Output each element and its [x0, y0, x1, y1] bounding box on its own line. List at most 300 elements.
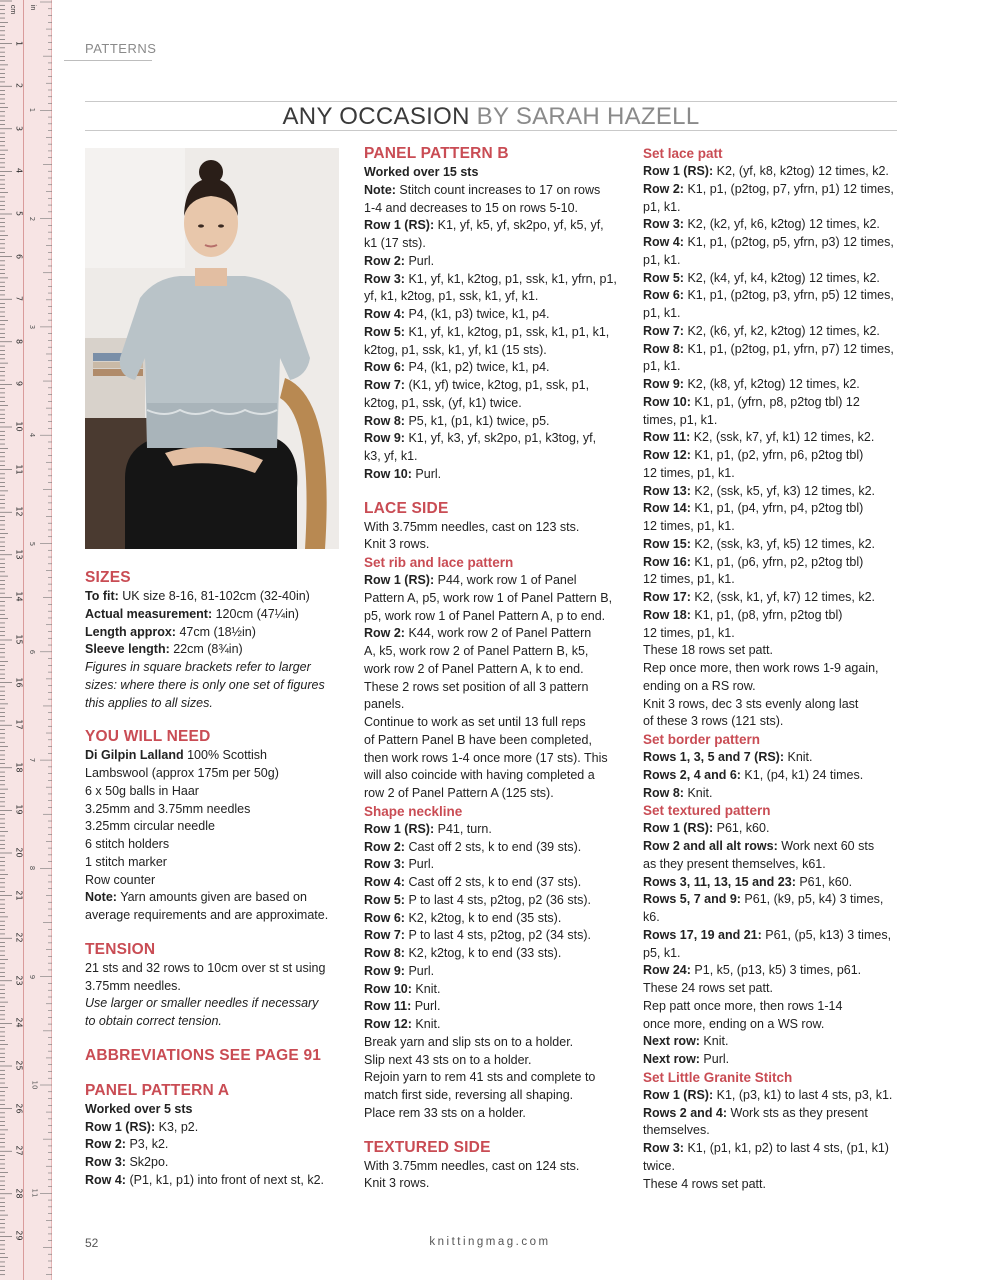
line-text: These 2 rows set position of all 3 pattern [364, 679, 589, 694]
pattern-line [85, 765, 347, 783]
line-text: K2, k2tog, k to end (35 sts). [404, 910, 562, 925]
pattern-line [643, 891, 905, 909]
line-text: themselves. [643, 1123, 710, 1138]
section-heading: Set lace patt [643, 146, 723, 161]
row-label: Row 8: [643, 341, 684, 356]
pattern-line [364, 1087, 626, 1105]
line-text: p5, k1. [643, 945, 681, 960]
line-text: K1, p1, (yfrn, p8, p2tog tbl) 12 [690, 394, 860, 409]
line-text: K2, (ssk, k1, yf, k7) 12 times, k2. [690, 590, 876, 604]
line-text: P to last 4 sts, p2tog, p2 (36 sts). [404, 892, 591, 907]
pattern-line [364, 696, 626, 714]
pattern-line [364, 927, 626, 945]
row-label: Row 2: [643, 181, 684, 196]
line-text: P61, k60. [795, 874, 853, 889]
line-text: Purl. [404, 857, 435, 872]
ruler-cm-number: 6 [14, 253, 24, 259]
line-text: ending on a RS row. [643, 678, 756, 693]
pattern-line [643, 749, 905, 767]
page-number: 52 [85, 1236, 99, 1250]
line-text: These 18 rows set patt. [643, 643, 773, 658]
section-tag-rule [64, 60, 152, 61]
row-label: Row 16: [643, 554, 691, 569]
ruler-cm-number: 29 [14, 1230, 24, 1241]
line-text: Worked over 15 sts [364, 165, 479, 179]
row-label: Row 10: [643, 394, 691, 409]
pattern-line [85, 960, 347, 978]
line-text: Use larger or smaller needles if necessary [85, 996, 319, 1011]
row-label: Rows 17, 19 and 21: [643, 927, 762, 942]
column-right [643, 145, 905, 1193]
column-left [85, 568, 347, 1190]
line-text: K44, work row 2 of Panel Pattern [404, 626, 592, 641]
pattern-line [364, 217, 626, 235]
row-label: Row 1 (RS): [643, 164, 714, 178]
pattern-line [643, 323, 905, 341]
pattern-line [643, 1016, 905, 1034]
line-text: K1, (p4, k1) 24 times. [740, 767, 864, 782]
section-heading: TENSION [85, 940, 156, 958]
line-text: K2, (k4, yf, k4, k2tog) 12 times, k2. [683, 270, 880, 285]
ruler-inch-number: 10 [30, 1080, 39, 1090]
pattern-line [364, 643, 626, 661]
pattern-line [643, 1140, 905, 1158]
pattern-line [364, 342, 626, 360]
pattern-line [364, 288, 626, 306]
line-text: Work sts as they present [727, 1105, 868, 1120]
line-text: K1, p1, (p4, yfrn, p4, p2tog tbl) [690, 501, 864, 516]
pattern-line [643, 589, 905, 607]
pattern-line [364, 732, 626, 750]
pattern-line [364, 963, 626, 981]
line-text: K2, (k8, yf, k2tog) 12 times, k2. [683, 377, 860, 391]
pattern-line [85, 836, 347, 854]
pattern-line [643, 909, 905, 927]
pattern-line [364, 981, 626, 999]
row-label: Note: [364, 182, 396, 197]
pattern-line [643, 376, 905, 394]
pattern-line [364, 714, 626, 732]
row-label: Length approx: [85, 624, 176, 639]
line-text: p1, k1. [643, 252, 681, 267]
ruler-cm-number: 22 [14, 932, 24, 943]
line-text: 6 x 50g balls in Haar [85, 783, 199, 798]
pattern-line [364, 324, 626, 342]
pattern-line [85, 1119, 347, 1137]
row-label: Row 4: [643, 235, 684, 249]
line-text: Rep once more, then work rows 1-9 again, [643, 661, 879, 675]
pattern-line [364, 306, 626, 324]
row-label: Rows 2, 4 and 6: [643, 767, 741, 782]
row-label: Rows 5, 7 and 9: [643, 892, 741, 907]
pattern-line [85, 747, 347, 765]
pattern-line [643, 1105, 905, 1123]
ruler-cm-number: 14 [14, 591, 24, 602]
pattern-line [364, 572, 626, 590]
ruler-cm-number: 9 [14, 381, 24, 387]
ruler-cm-number: 17 [14, 719, 24, 730]
line-text: 6 stitch holders [85, 837, 170, 851]
row-label: Row 5: [643, 270, 684, 285]
line-text: Yarn amounts given are based on [116, 890, 307, 905]
ruler-cm-number: 21 [14, 890, 24, 901]
line-text: 12 times, p1, k1. [643, 625, 735, 640]
ruler-ticks [0, 0, 52, 1280]
line-text: Purl. [699, 1052, 730, 1066]
line-text: Knit 3 rows. [364, 537, 430, 552]
line-text: 100% Scottish [183, 748, 268, 763]
line-text: K2, (k6, yf, k2, k2tog) 12 times, k2. [683, 323, 880, 338]
ruler-inch-number: 6 [28, 649, 37, 655]
pattern-line [85, 889, 347, 907]
pattern-line [643, 270, 905, 288]
row-label: Row 12: [643, 448, 691, 462]
spacer [85, 712, 347, 727]
line-text: this applies to all sizes. [85, 695, 213, 710]
line-text: to obtain correct tension. [85, 1014, 222, 1028]
line-text: match first side, reversing all shaping. [364, 1088, 574, 1102]
ruler-inch-number: 3 [28, 324, 37, 330]
pattern-line [364, 1069, 626, 1087]
pattern-line [85, 783, 347, 801]
ruler-cm-number: 25 [14, 1060, 24, 1071]
pattern-line [643, 660, 905, 678]
pattern-line [643, 1033, 905, 1051]
title-rule-bottom [85, 130, 897, 131]
row-label: Row 2: [364, 839, 405, 854]
ruler-cm-number: 28 [14, 1188, 24, 1199]
row-label: Row 10: [364, 981, 412, 996]
line-text: of these 3 rows (121 sts). [643, 714, 784, 729]
ruler-cm-number: 4 [14, 168, 24, 174]
title-rule-top [85, 101, 897, 102]
spacer [364, 1123, 626, 1138]
row-label: Row 7: [364, 928, 405, 943]
pattern-line [643, 305, 905, 323]
pattern-line [85, 818, 347, 836]
pattern-line [364, 910, 626, 928]
line-text: work row 2 of Panel Pattern A, k to end. [364, 661, 584, 676]
line-text: times, p1, k1. [643, 412, 718, 427]
ruler-cm-number: 27 [14, 1145, 24, 1156]
pattern-line [643, 358, 905, 376]
row-label: Di Gilpin Lalland [85, 748, 184, 763]
row-label: Row 8: [364, 946, 405, 960]
pattern-line [364, 821, 626, 839]
line-text: k6. [643, 910, 660, 924]
line-text: k3, yf, k1. [364, 449, 418, 463]
pattern-line [643, 412, 905, 430]
line-text: 12 times, p1, k1. [643, 572, 735, 587]
line-text: 22cm (8¾in) [169, 642, 243, 657]
line-text: K1, yf, k5, yf, sk2po, yf, k5, yf, [434, 218, 604, 233]
row-label: Row 4: [364, 875, 405, 889]
ruler-cm-number: 5 [14, 210, 24, 217]
pattern-line [364, 661, 626, 679]
line-text: K1, yf, k1, k2tog, p1, ssk, k1, yfrn, p1, [404, 271, 617, 286]
row-label: Row 4: [364, 307, 405, 321]
line-text: panels. [364, 697, 405, 712]
line-text: P44, work row 1 of Panel [434, 573, 577, 587]
line-text: K1, p1, (p2tog, p3, yfrn, p5) 12 times, [683, 288, 894, 303]
pattern-line [643, 856, 905, 874]
line-text: 3.25mm and 3.75mm needles [85, 801, 251, 816]
pattern-line [643, 234, 905, 252]
pattern-line [364, 767, 626, 785]
pattern-line [364, 466, 626, 484]
line-text: row 2 of Panel Pattern A (125 sts). [364, 786, 554, 800]
pattern-line [643, 394, 905, 412]
line-text: P61, (k9, p5, k4) 3 times, [740, 892, 884, 907]
pattern-line [364, 519, 626, 537]
pattern-line [643, 465, 905, 483]
pattern-line [364, 750, 626, 768]
ruler-cm-number: 10 [14, 421, 24, 432]
line-text: will also coincide with having completed a [364, 768, 595, 783]
ruler-inch-number: 7 [28, 757, 37, 763]
pattern-line [85, 1101, 347, 1119]
row-label: Row 2 and all alt rows: [643, 839, 778, 853]
pattern-line [364, 182, 626, 200]
pattern-line [643, 962, 905, 980]
row-label: Row 3: [364, 857, 405, 872]
pattern-line [643, 518, 905, 536]
line-text: UK size 8-16, 81-102cm (32-40in) [118, 589, 310, 603]
row-label: Row 6: [364, 360, 405, 375]
line-text: These 4 rows set patt. [643, 1176, 766, 1191]
pattern-line [364, 874, 626, 892]
pattern-line [85, 872, 347, 890]
section-heading: Set rib and lace pattern [364, 555, 514, 570]
line-text: P to last 4 sts, p2tog, p2 (34 sts). [404, 928, 591, 943]
line-text: 12 times, p1, k1. [643, 465, 735, 480]
line-text: K2, (ssk, k3, yf, k5) 12 times, k2. [690, 536, 876, 551]
spacer [85, 1066, 347, 1081]
pattern-line [643, 341, 905, 359]
ruler-unit-in: in [29, 4, 37, 11]
section-heading: PANEL PATTERN A [85, 1081, 230, 1099]
pattern-line [364, 359, 626, 377]
pattern-line [364, 998, 626, 1016]
row-label: Row 9: [364, 963, 405, 978]
section-heading: Shape neckline [364, 803, 463, 819]
line-text: A, k5, work row 2 of Panel Pattern B, k5, [364, 644, 589, 658]
section-heading: LACE SIDE [364, 499, 449, 517]
page-title [85, 103, 897, 131]
line-text: With 3.75mm needles, cast on 124 sts. [364, 1158, 580, 1173]
row-label: Row 3: [85, 1155, 126, 1169]
ruler-inch-number: 4 [28, 432, 37, 438]
ruler-cm-number: 13 [14, 549, 24, 560]
ruler-inch-number: 8 [28, 866, 37, 871]
pattern-line [643, 998, 905, 1016]
pattern-line [364, 164, 626, 182]
pattern-line [364, 253, 626, 271]
section-heading: TEXTURED SIDE [364, 1138, 491, 1156]
pattern-line [85, 1154, 347, 1172]
pattern-line [643, 607, 905, 625]
ruler-inch-number: 1 [28, 108, 37, 113]
line-text: 120cm (47¼in) [212, 606, 299, 621]
pattern-line [364, 1158, 626, 1176]
row-label: Actual measurement: [85, 606, 213, 621]
section-heading: Set border pattern [643, 732, 761, 747]
row-label: Sleeve length: [85, 642, 170, 657]
line-text: Purl. [404, 963, 435, 978]
pattern-line [85, 1172, 347, 1190]
row-label: Next row: [643, 1034, 700, 1049]
line-text: Knit. [683, 785, 713, 800]
line-text: K2, (ssk, k5, yf, k3) 12 times, k2. [690, 483, 876, 498]
line-text: K1, p1, (p2, yfrn, p6, p2tog tbl) [690, 448, 864, 462]
pattern-line [85, 995, 347, 1013]
row-label: Next row: [643, 1052, 700, 1066]
ruler-cm-number: 12 [14, 506, 24, 517]
pattern-line [643, 571, 905, 589]
pattern-line [643, 927, 905, 945]
line-text: K1, p1, (p2tog, p5, yfrn, p3) 12 times, [683, 235, 894, 249]
row-label: Row 1 (RS): [643, 821, 714, 836]
model-photo [85, 148, 339, 549]
row-label: Row 12: [364, 1017, 412, 1031]
designer-byline: BY SARAH HAZELL [476, 103, 700, 130]
row-label: Row 1 (RS): [643, 1087, 714, 1102]
line-text: k1 (17 sts). [364, 236, 426, 250]
ruler-cm-number: 8 [14, 338, 24, 344]
pattern-line [85, 801, 347, 819]
line-text: Rep patt once more, then rows 1-14 [643, 998, 843, 1013]
row-label: Rows 1, 3, 5 and 7 (RS): [643, 750, 785, 764]
line-text: K1, p1, (p2tog, p1, yfrn, p7) 12 times, [683, 341, 894, 356]
row-label: Row 18: [643, 607, 691, 622]
ruler-inch-number: 5 [28, 541, 37, 546]
line-text: Worked over 5 sts [85, 1101, 193, 1116]
pattern-line [643, 483, 905, 501]
line-text: P3, k2. [125, 1137, 169, 1152]
ruler-cm-number: 7 [14, 296, 24, 302]
ruler-cm-number: 3 [14, 125, 24, 131]
line-text: K1, p1, (p8, yfrn, p2tog tbl) [690, 607, 843, 622]
pattern-line [364, 590, 626, 608]
pattern-line [364, 1175, 626, 1193]
pattern-line [643, 1176, 905, 1194]
pattern-line [643, 713, 905, 731]
pattern-line [85, 659, 347, 677]
model-photo-illustration [85, 148, 339, 549]
line-text: p1, k1. [643, 359, 681, 374]
pattern-line [643, 980, 905, 998]
line-text: K3, p2. [155, 1119, 199, 1134]
line-text: 12 times, p1, k1. [643, 519, 735, 533]
pattern-line [364, 856, 626, 874]
row-label: To fit: [85, 589, 119, 603]
row-label: Rows 2 and 4: [643, 1105, 728, 1120]
pattern-line [364, 839, 626, 857]
line-text: Knit 3 rows. [364, 1176, 430, 1191]
line-text: Lambswool (approx 175m per 50g) [85, 766, 279, 780]
line-text: K1, p1, (p6, yfrn, p2, p2tog tbl) [690, 554, 864, 569]
pattern-line [364, 413, 626, 431]
row-label: Row 1 (RS): [364, 821, 435, 836]
line-text: Purl. [411, 999, 441, 1014]
row-label: Row 9: [643, 377, 684, 391]
pattern-line [643, 447, 905, 465]
pattern-line [85, 677, 347, 695]
ruler-inch-number: 2 [28, 216, 37, 221]
line-text: 3.25mm circular needle [85, 819, 215, 834]
row-label: Row 8: [364, 413, 405, 428]
line-text: of Pattern Panel B have been completed, [364, 732, 592, 747]
column-middle [364, 144, 626, 1193]
pattern-line [643, 429, 905, 447]
row-label: Row 1 (RS): [85, 1119, 156, 1134]
line-text: Place rem 33 sts on a holder. [364, 1105, 526, 1120]
pattern-line [643, 199, 905, 217]
line-text: (P1, k1, p1) into front of next st, k2. [125, 1172, 324, 1187]
ruler-cm-number: 11 [14, 464, 24, 475]
pattern-line [364, 430, 626, 448]
line-text: K1, (p1, k1, p2) to last 4 sts, (p1, k1) [683, 1141, 889, 1155]
line-text: P4, (k1, p3) twice, k1, p4. [404, 307, 550, 321]
row-label: Row 6: [643, 288, 684, 303]
pattern-line [643, 216, 905, 234]
row-label: Row 17: [643, 590, 691, 604]
line-text: K2, (k2, yf, k6, k2tog) 12 times, k2. [683, 217, 880, 232]
line-text: K1, (p3, k1) to last 4 sts, p3, k1. [713, 1087, 893, 1102]
line-text: (K1, yf) twice, k2tog, p1, ssk, p1, [404, 378, 590, 392]
pattern-line [364, 625, 626, 643]
pattern-line [364, 395, 626, 413]
line-text: K1, yf, k3, yf, sk2po, p1, k3tog, yf, [404, 431, 597, 446]
pattern-line [643, 536, 905, 554]
pattern-line [85, 606, 347, 624]
pattern-line [643, 642, 905, 660]
pattern-line [643, 500, 905, 518]
row-label: Row 13: [643, 483, 691, 498]
ruler-cm-number: 1 [14, 40, 24, 46]
row-label: Row 7: [643, 323, 684, 338]
line-text: yf, k1, k2tog, p1, ssk, k1, yf, k1. [364, 289, 539, 304]
pattern-line [643, 181, 905, 199]
pattern-line [643, 287, 905, 305]
ruler-inch-number: 11 [30, 1188, 39, 1198]
line-text: Knit. [411, 981, 441, 996]
row-label: Row 10: [364, 466, 412, 481]
row-label: Row 1 (RS): [364, 218, 435, 233]
pattern-line [85, 907, 347, 925]
pattern-line [643, 767, 905, 785]
ruler-cm-number: 26 [14, 1103, 24, 1114]
line-text: P5, k1, (p1, k1) twice, p5. [404, 413, 550, 428]
pattern-line [643, 820, 905, 838]
line-text: P61, (p5, k13) 3 times, [761, 927, 892, 942]
section-tag: PATTERNS [85, 41, 157, 56]
row-label: Row 9: [364, 431, 405, 446]
pattern-line [85, 588, 347, 606]
pattern-line [643, 1051, 905, 1069]
line-text: Work next 60 sts [777, 839, 875, 853]
line-text: P61, k60. [713, 821, 770, 836]
line-text: P41, turn. [434, 821, 492, 836]
pattern-line [364, 1105, 626, 1123]
section-heading: Set textured pattern [643, 803, 771, 819]
pattern-line [643, 1158, 905, 1176]
pattern-line [364, 785, 626, 803]
line-text: These 24 rows set patt. [643, 981, 773, 995]
section-heading: PANEL PATTERN B [364, 145, 509, 162]
line-text: K2, (ssk, k7, yf, k1) 12 times, k2. [690, 430, 875, 445]
pattern-line [643, 874, 905, 892]
